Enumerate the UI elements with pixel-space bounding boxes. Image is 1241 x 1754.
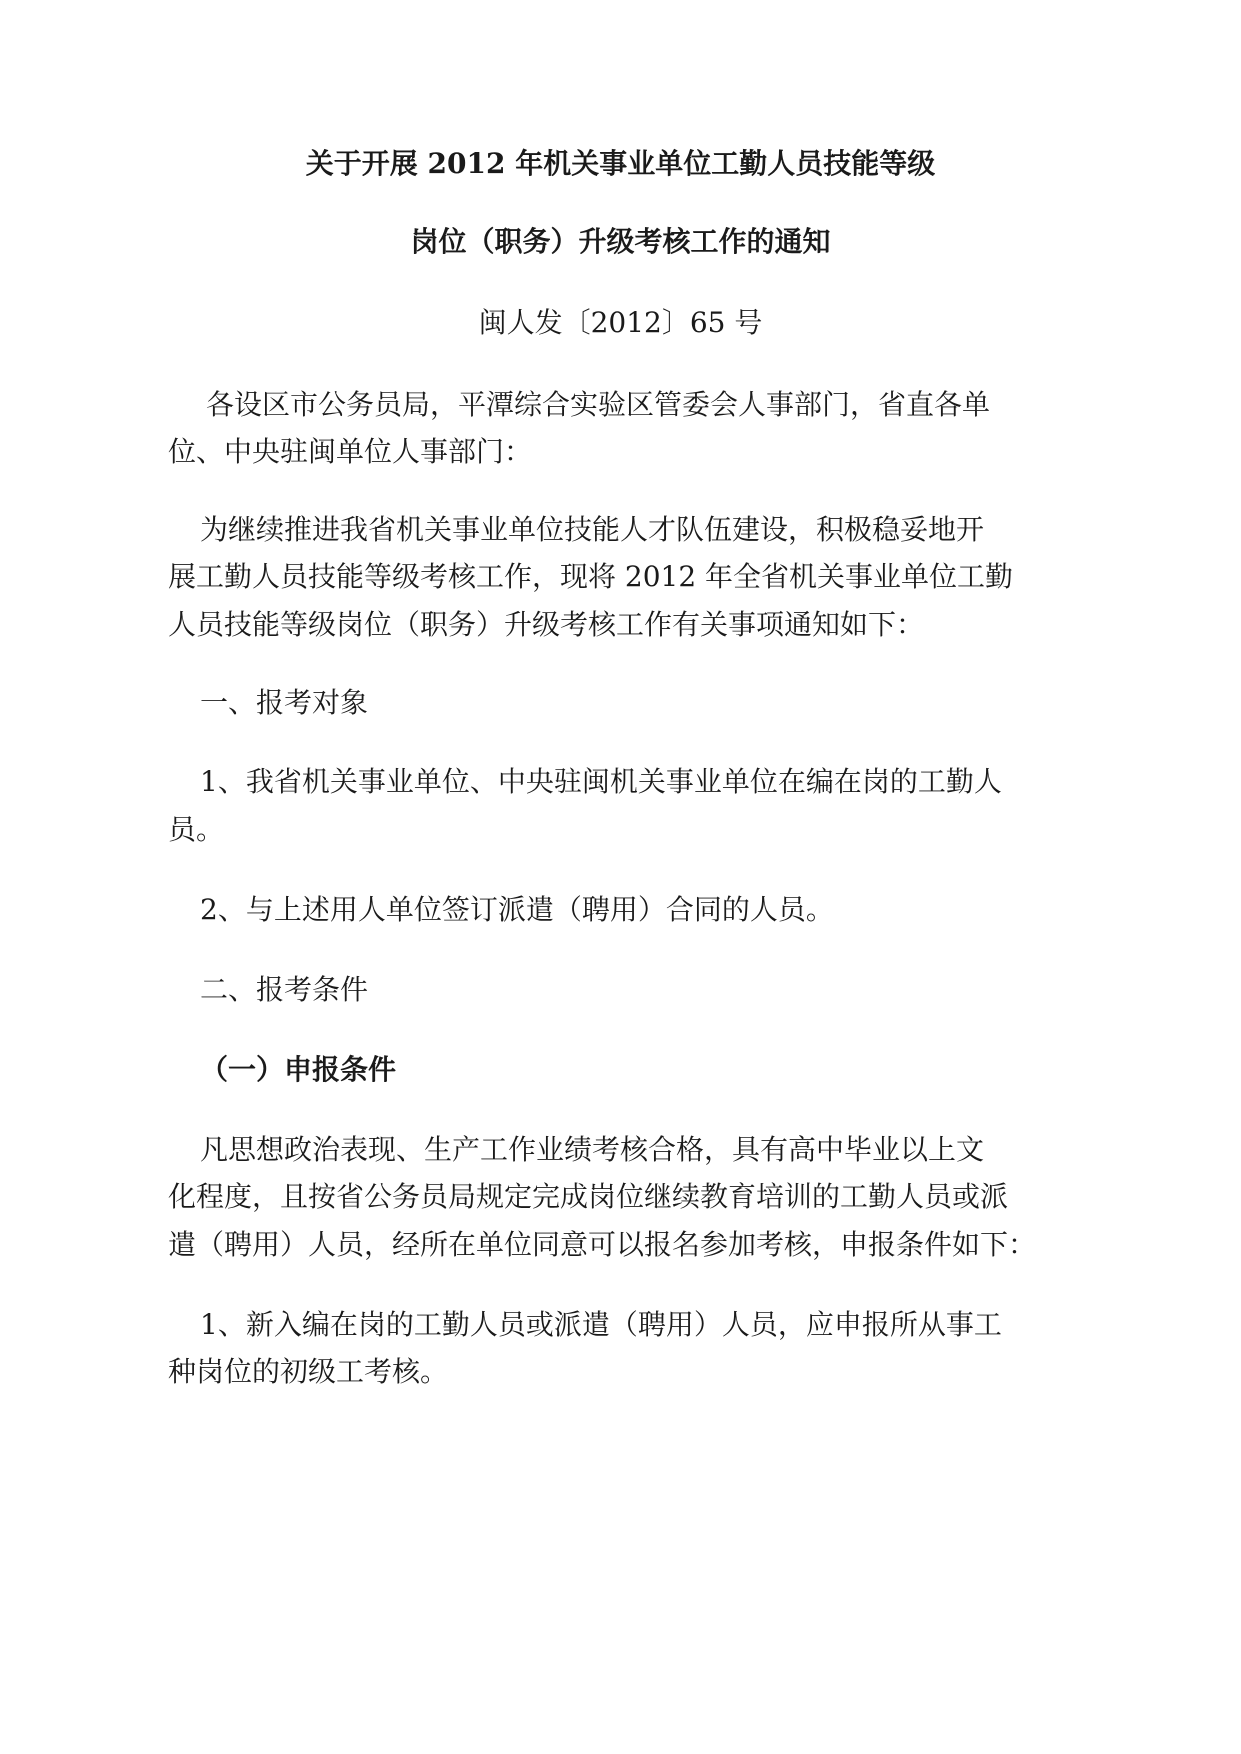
- title-line-2: 岗位（职务）升级考核工作的通知: [410, 225, 831, 258]
- item-2: 2、与上述用人单位签订派遣（聘用）合同的人员。: [200, 893, 834, 926]
- intro-line-3: 人员技能等级岗位（职务）升级考核工作有关事项通知如下：: [168, 608, 925, 641]
- section-heading-1: 一、报考对象: [200, 686, 369, 719]
- salutation-line-2: 位、中央驻闽单位人事部门：: [168, 435, 533, 468]
- intro-line-2: 展工勤人员技能等级考核工作，现将 2012 年全省机关事业单位工勤: [168, 560, 1014, 593]
- subsection-heading-1: （一）申报条件: [200, 1053, 397, 1086]
- item-1-line-1: 1、我省机关事业单位、中央驻闽机关事业单位在编在岗的工勤人: [200, 765, 1002, 798]
- conditions-line-2: 化程度，且按省公务员局规定完成岗位继续教育培训的工勤人员或派: [168, 1180, 1009, 1213]
- condition-item-1-line-1: 1、新入编在岗的工勤人员或派遣（聘用）人员，应申报所从事工: [200, 1308, 1002, 1341]
- intro-line-1: 为继续推进我省机关事业单位技能人才队伍建设，积极稳妥地开: [200, 513, 985, 546]
- condition-item-1-line-2: 种岗位的初级工考核。: [168, 1355, 449, 1388]
- conditions-line-3: 遣（聘用）人员，经所在单位同意可以报名参加考核，申报条件如下：: [168, 1228, 1037, 1261]
- document-number: 闽人发〔2012〕65 号: [478, 306, 763, 339]
- section-heading-2: 二、报考条件: [200, 973, 369, 1006]
- salutation-line-1: 各设区市公务员局，平潭综合实验区管委会人事部门，省直各单: [206, 388, 991, 421]
- item-1-line-2: 员。: [168, 813, 225, 846]
- conditions-line-1: 凡思想政治表现、生产工作业绩考核合格，具有高中毕业以上文: [200, 1133, 985, 1166]
- title-line-1: 关于开展 2012 年机关事业单位工勤人员技能等级: [305, 147, 936, 180]
